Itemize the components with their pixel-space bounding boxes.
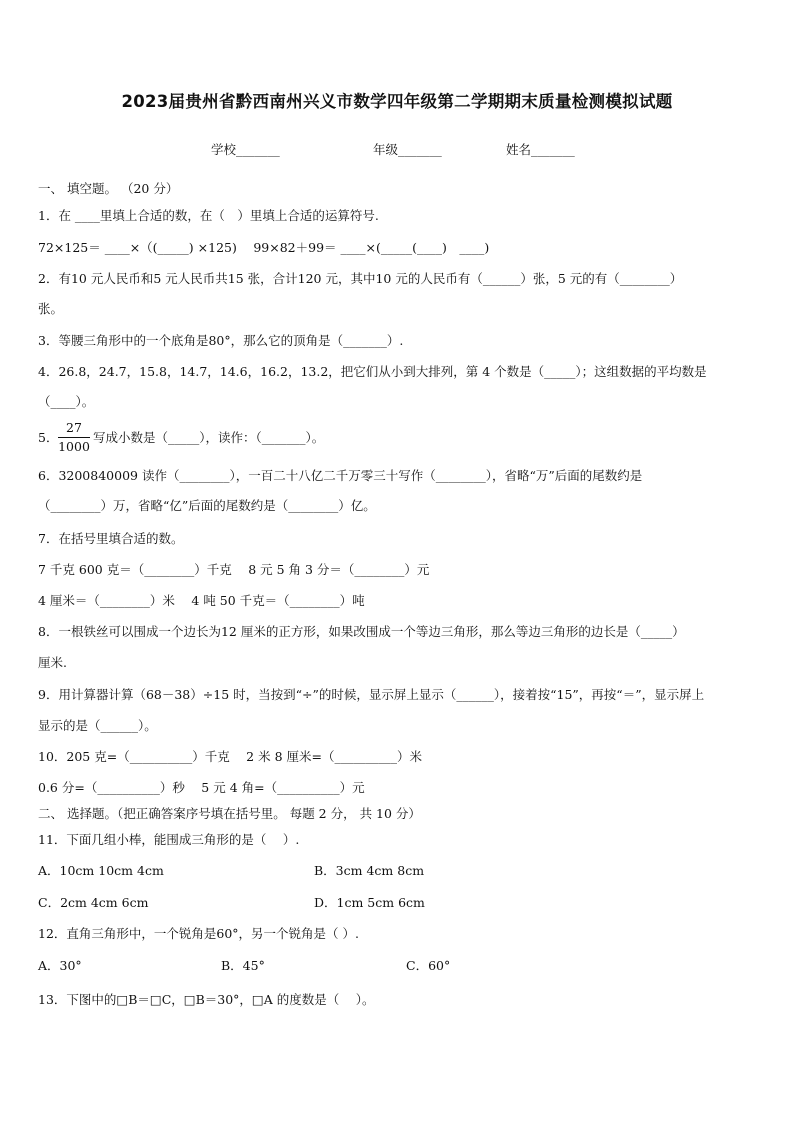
question-8: 8．一根铁丝可以围成一个边长为12 厘米的正方形，如果改围成一个等边三角形，那么等边三角形的边长是（_____） bbox=[38, 624, 685, 639]
question-5-number: 5． bbox=[38, 430, 59, 445]
school-field: 学校_______ bbox=[211, 142, 280, 157]
question-2: 2．有10 元人民币和5 元人民币共15 张，合计120 元，其中10 元的人民币有（______）张，5 元的有（________） bbox=[38, 271, 683, 286]
question-9-line-2: 显示的是（______）。 bbox=[38, 718, 157, 733]
question-3: 3．等腰三角形中的一个底角是80°，那么它的顶角是（_______）. bbox=[38, 333, 404, 348]
option-12-a: A．30° bbox=[38, 958, 82, 973]
fraction-numerator: 27 bbox=[58, 420, 90, 438]
question-10: 10．205 克=（__________）千克 2 米 8 厘米=（__________）米 bbox=[38, 749, 422, 764]
question-9: 9．用计算器计算（68－38）÷15 时，当按到“÷”的时候，显示屏上显示（______），接着按“15”，再按“＝”，显示屏上 bbox=[38, 687, 705, 702]
name-field: 姓名_______ bbox=[506, 142, 575, 157]
section-1-heading: 一、 填空题。 （20 分） bbox=[38, 181, 179, 196]
exam-title: 2023届贵州省黔西南州兴义市数学四年级第二学期期末质量检测模拟试题 bbox=[121, 92, 673, 111]
question-11: 11．下面几组小棒，能围成三角形的是（ ）. bbox=[38, 832, 300, 847]
question-8-line-2: 厘米. bbox=[38, 655, 67, 670]
section-2-heading: 二、 选择题。（把正确答案序号填在括号里。 每题 2 分， 共 10 分） bbox=[38, 806, 421, 821]
question-7-line-2: 7 千克 600 克＝（________）千克 8 元 5 角 3 分＝（________）元 bbox=[38, 562, 430, 577]
question-12: 12．直角三角形中，一个锐角是60°，另一个锐角是（ ）. bbox=[38, 926, 360, 941]
option-11-a: A．10cm 10cm 4cm bbox=[38, 863, 164, 878]
question-6-line-2: （________）万，省略“亿”后面的尾数约是（________）亿。 bbox=[38, 498, 376, 513]
question-4: 4．26.8，24.7，15.8，14.7，14.6，16.2，13.2，把它们从小到大排列，第 4 个数是（_____）；这组数据的平均数是 bbox=[38, 364, 707, 379]
question-1-line-2: 72×125＝ ____×（(_____) ×125) 99×82＋99＝ ____×(_____(____) ____) bbox=[38, 240, 490, 255]
option-12-b: B．45° bbox=[221, 958, 265, 973]
fraction bbox=[58, 420, 90, 455]
question-13: 13．下图中的□B＝□C，□B＝30°，□A 的度数是（ ）。 bbox=[38, 992, 375, 1007]
fraction-denominator: 1000 bbox=[58, 439, 90, 454]
question-7: 7．在括号里填合适的数。 bbox=[38, 531, 184, 546]
option-12-c: C．60° bbox=[406, 958, 451, 973]
question-1: 1．在 ____里填上合适的数，在（ ）里填上合适的运算符号. bbox=[38, 208, 379, 223]
question-10-line-2: 0.6 分=（__________）秒 5 元 4 角=（__________）元 bbox=[38, 780, 365, 795]
question-7-line-3: 4 厘米＝（________）米 4 吨 50 千克＝（________）吨 bbox=[38, 593, 365, 608]
option-11-b: B．3cm 4cm 8cm bbox=[314, 863, 425, 878]
question-4-line-2: （____）。 bbox=[38, 394, 95, 409]
question-5: 写成小数是（_____），读作：（_______）。 bbox=[93, 430, 325, 445]
option-11-c: C．2cm 4cm 6cm bbox=[38, 895, 149, 910]
grade-field: 年级_______ bbox=[373, 142, 442, 157]
question-6: 6．3200840009 读作（________），一百二十八亿二千万零三十写作（________），省略“万”后面的尾数约是 bbox=[38, 468, 643, 483]
question-2-line-2: 张。 bbox=[38, 301, 64, 316]
option-11-d: D．1cm 5cm 6cm bbox=[314, 895, 425, 910]
